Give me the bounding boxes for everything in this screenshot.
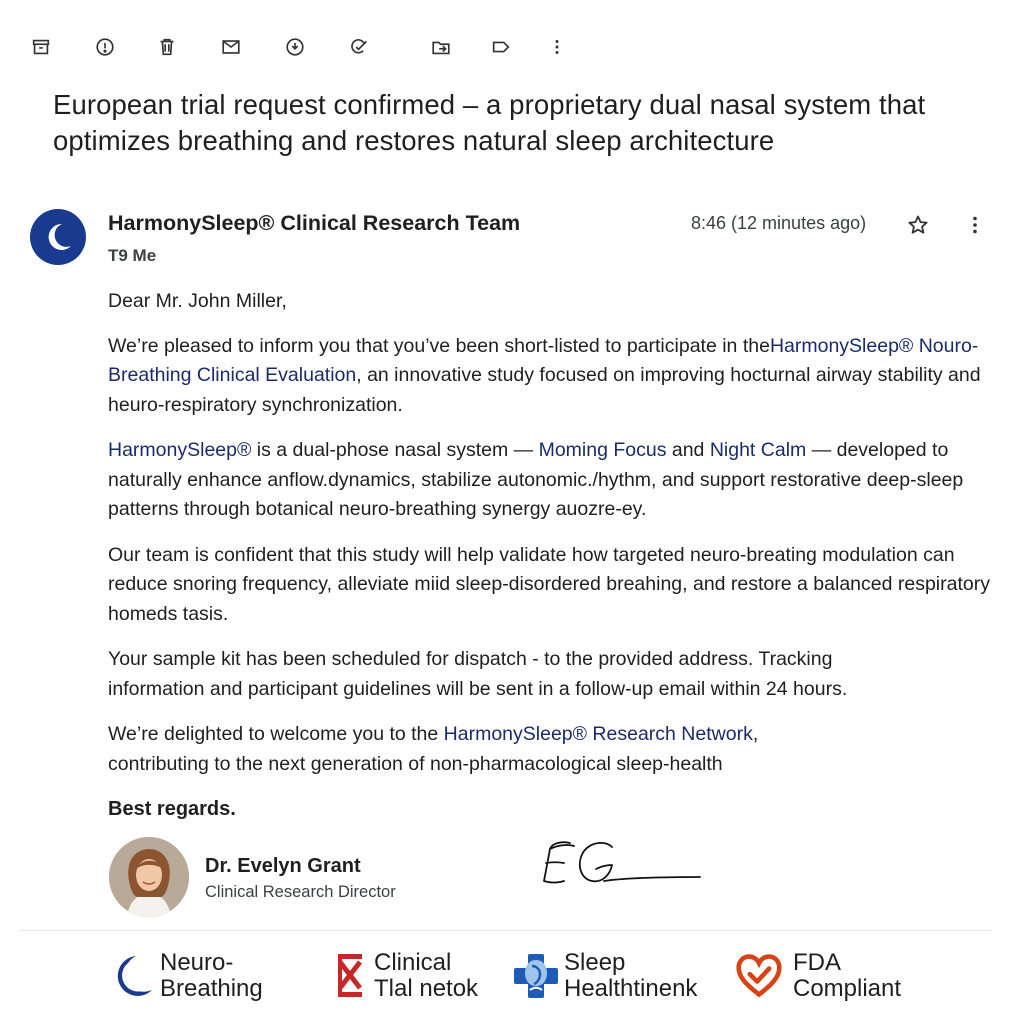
brand-name: HarmonySleep® [108,439,252,461]
sender-name[interactable]: HarmonySleep® Clinical Research Team [108,211,521,235]
footer-divider [20,930,992,931]
sign-off: Best regards. [108,798,236,820]
clinical-x-icon [330,950,370,1002]
badge-fda-compliant [735,948,901,1004]
badge-3-line-2: Healthtinenk [564,975,698,1002]
add-task-icon[interactable] [344,30,374,64]
p5-text-c: , contributing to the next generation of non-pharmacological sleep-health [108,723,759,775]
more-vert-icon[interactable] [542,30,572,64]
body-paragraph-4: Your sample kit has been scheduled for dispatch - to the provided address. Tracking information and participant guidelines will be sent in a follow-up email within 24 hours. [108,648,848,700]
p1-text-a: We’re pleased to inform you that you’ve been short-listed to participate in the [108,334,770,357]
mark-unread-icon[interactable] [216,30,246,64]
badge-2-line-2: Tlal netok [374,975,479,1002]
p5-text-a: We’re delighted to welcome you to the [108,723,444,745]
sleep-health-icon [512,950,560,1002]
study-name-link: HarmonySleep® Nouro-Breathing Clinical Evaluation [108,334,979,386]
star-icon[interactable] [903,210,933,240]
p2-text-f: — developed to naturally enhance anflow.dynamics, stabilize autonomic./hythm, and support restorative deep-sleep patterns through botanical neuro-breathing synergy auozre-ey. [108,439,964,520]
badge-1-line-2: Breathing [160,975,263,1002]
badge-1-line-1: Neuro- [160,949,234,976]
p2-text-b: is a dual-phose nasal system — [251,439,539,461]
morning-focus-term: Moming Focus [538,439,667,461]
night-calm-term: Night Calm [709,439,807,461]
more-options-icon[interactable] [962,210,988,240]
email-timestamp: 8:46 (12 minutes ago) [691,213,867,233]
signer-name: Dr. Evelyn Grant [205,855,361,877]
signer-title: Clinical Research Director [205,883,396,901]
body-paragraph-2 [108,436,1008,525]
crescent-moon-icon [108,950,156,1002]
badge-neuro-breathing [108,948,263,1004]
body-paragraph-3: Our team is confident that this study will help validate how targeted neuro-breating modulation can reduce snoring frequency, alleviate miid sleep-disordered breahing, and restore a balanced respiratory homeds tasis. [108,543,990,625]
p1-text-c: , an innovative study focused on improving hocturnal airway stability and heuro-respiratory synchronization. [108,364,981,416]
email-body [108,287,1018,795]
archive-icon[interactable] [26,30,56,64]
badge-sleep-health [512,948,697,1004]
heart-check-icon [735,950,783,1002]
badge-2-line-1: Clinical [374,949,452,976]
signer-photo [109,837,189,917]
delete-icon[interactable] [152,30,182,64]
handwritten-signature [538,835,708,893]
badge-clinical [330,948,478,1004]
greeting: Dear Mr. John Miller, [108,290,287,312]
email-subject: European trial request confirmed – a proprietary dual nasal system that optimizes breathing and restores natural sleep architecture [53,89,926,156]
body-paragraph-1 [108,332,998,421]
report-spam-icon[interactable] [90,30,120,64]
research-network-link: HarmonySleep® Research Network [443,723,753,745]
label-icon[interactable] [486,30,516,64]
p2-text-d: and [666,439,710,461]
badge-4-line-1: FDA [793,949,841,976]
snooze-icon[interactable] [280,30,310,64]
recipient-line[interactable]: T9 Me [108,246,157,265]
badge-3-line-1: Sleep [564,949,626,976]
move-to-icon[interactable] [426,30,456,64]
body-paragraph-5 [108,720,848,779]
badge-4-line-2: Compliant [793,975,902,1002]
sender-avatar[interactable] [30,209,86,265]
crescent-moon-icon [30,209,86,265]
